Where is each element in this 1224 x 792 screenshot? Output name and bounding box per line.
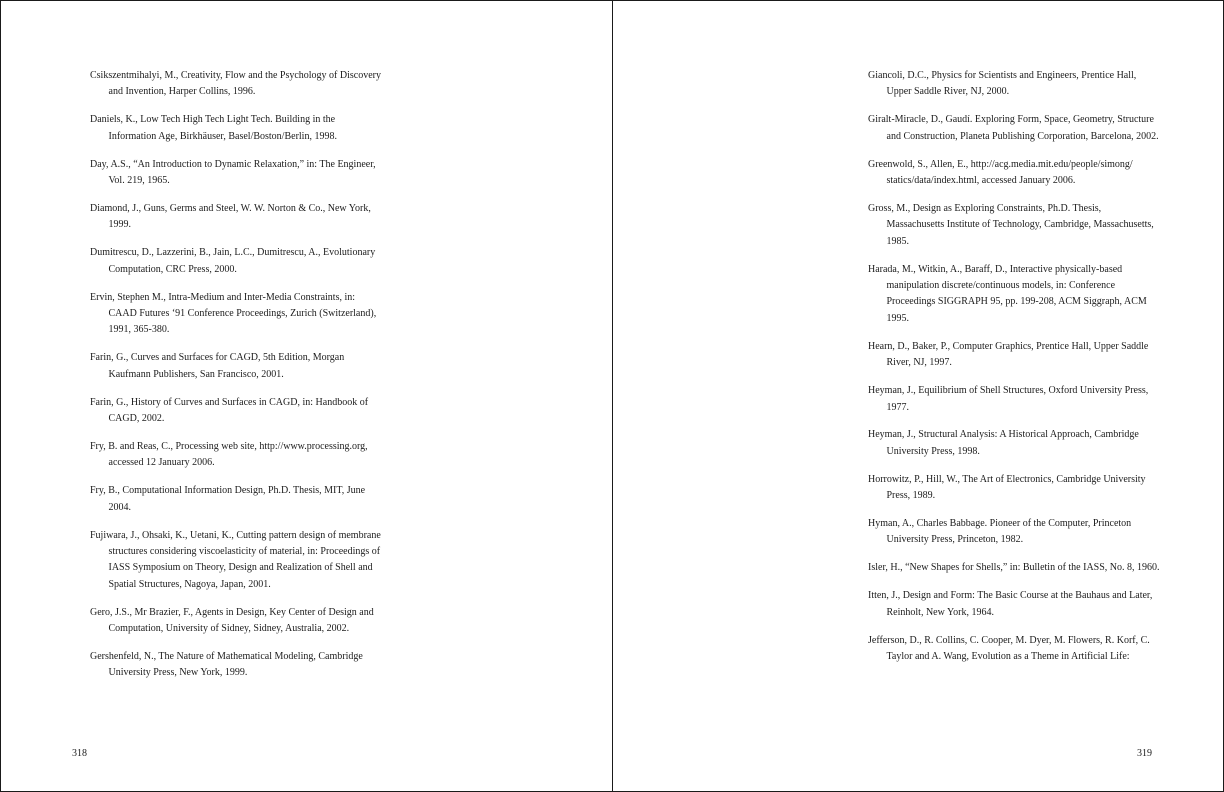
reference-entry: Fry, B. and Reas, C., Processing web site, http://www.processing.org, accessed 12 January 2006. — [90, 440, 368, 469]
reference-entry: Daniels, K., Low Tech High Tech Light Tech. Building in the Information Age, Birkhäuser, Basel/Boston/Berlin, 1998. — [90, 114, 337, 142]
reference-entry: Heyman, J., Structural Analysis: A Historical Approach, Cambridge University Press, 1998. — [868, 429, 1139, 457]
reference-entry: Gross, M., Design as Exploring Constraints, Ph.D. Thesis, Massachusetts Institute of Technology, Cambridge, Massachusetts, 1985. — [868, 202, 1154, 247]
reference-entry: Csikszentmihalyi, M., Creativity, Flow and the Psychology of Discovery and Invention, Harper Collins, 1996. — [90, 70, 381, 98]
reference-entry: Harada, M., Witkin, A., Baraff, D., Interactive physically-based manipulation discrete/continuous models, in: Conference Proceedings SIGGRAPH 95, pp. 199-208, ACM Siggraph, ACM 1995. — [868, 263, 1147, 324]
reference-entry: Isler, H., “New Shapes for Shells,” in: Bulletin of the IASS, No. 8, 1960. — [868, 562, 1160, 574]
reference-entry: Day, A.S., “An Introduction to Dynamic Relaxation,” in: The Engineer, Vol. 219, 1965. — [90, 158, 376, 187]
reference-entry: Gershenfeld, N., The Nature of Mathematical Modeling, Cambridge University Press, New York, 1999. — [90, 650, 363, 679]
reference-entry: Giancoli, D.C., Physics for Scientists and Engineers, Prentice Hall, Upper Saddle River, NJ, 2000. — [868, 70, 1137, 98]
reference-list — [90, 68, 382, 693]
reference-entry: Gero, J.S., Mr Brazier, F., Agents in Design, Key Center of Design and Computation, University of Sidney, Sidney, Australia, 2002. — [90, 606, 374, 635]
reference-entry: Farin, G., History of Curves and Surfaces in CAGD, in: Handbook of CAGD, 2002. — [90, 396, 369, 424]
reference-list — [868, 68, 1160, 677]
reference-entry: Giralt-Miracle, D., Gaudí. Exploring Form, Space, Geometry, Structure and Construction, Planeta Publishing Corporation, Barcelona, 2002. — [868, 114, 1159, 142]
reference-entry: Hyman, A., Charles Babbage. Pioneer of the Computer, Princeton University Press, Princeton, 1982. — [868, 518, 1132, 546]
reference-entry: Ervin, Stephen M., Intra-Medium and Inter-Media Constraints, in: CAAD Futures ‘91 Conference Proceedings, Zurich (Switzerland), 1991, 365-380. — [90, 291, 377, 336]
page-number: 319 — [1137, 748, 1152, 759]
reference-entry: Fujiwara, J., Ohsaki, K., Uetani, K., Cutting pattern design of membrane structures considering viscoelasticity of material, in: Proceedings of IASS Symposium on Theory, Design and Realization of Shell and Spatial Structures, Nagoya, Japan, 2001. — [90, 529, 381, 590]
reference-entry: Farin, G., Curves and Surfaces for CAGD, 5th Edition, Morgan Kaufmann Publishers, San Francisco, 2001. — [90, 352, 345, 380]
reference-entry: Dumitrescu, D., Lazzerini, B., Jain, L.C., Dumitrescu, A., Evolutionary Computation, CRC Press, 2000. — [90, 247, 376, 275]
reference-entry: Heyman, J., Equilibrium of Shell Structures, Oxford University Press, 1977. — [868, 385, 1149, 413]
reference-entry: Jefferson, D., R. Collins, C. Cooper, M. Dyer, M. Flowers, R. Korf, C. Taylor and A. Wang, Evolution as a Theme in Artificial Life: — [868, 634, 1150, 662]
reference-entry: Fry, B., Computational Information Design, Ph.D. Thesis, MIT, June 2004. — [90, 485, 366, 513]
reference-entry: Itten, J., Design and Form: The Basic Course at the Bauhaus and Later, Reinholt, New York, 1964. — [868, 590, 1153, 618]
right-page — [612, 0, 1224, 792]
reference-entry: Hearn, D., Baker, P., Computer Graphics, Prentice Hall, Upper Saddle River, NJ, 1997. — [868, 340, 1149, 369]
page-number: 318 — [72, 748, 87, 759]
reference-entry: Greenwold, S., Allen, E., http://acg.media.mit.edu/people/simong/ statics/data/index.html, accessed January 2006. — [868, 158, 1133, 187]
reference-entry: Diamond, J., Guns, Germs and Steel, W. W. Norton & Co., New York, 1999. — [90, 202, 371, 231]
reference-entry: Horrowitz, P., Hill, W., The Art of Electronics, Cambridge University Press, 1989. — [868, 473, 1146, 502]
